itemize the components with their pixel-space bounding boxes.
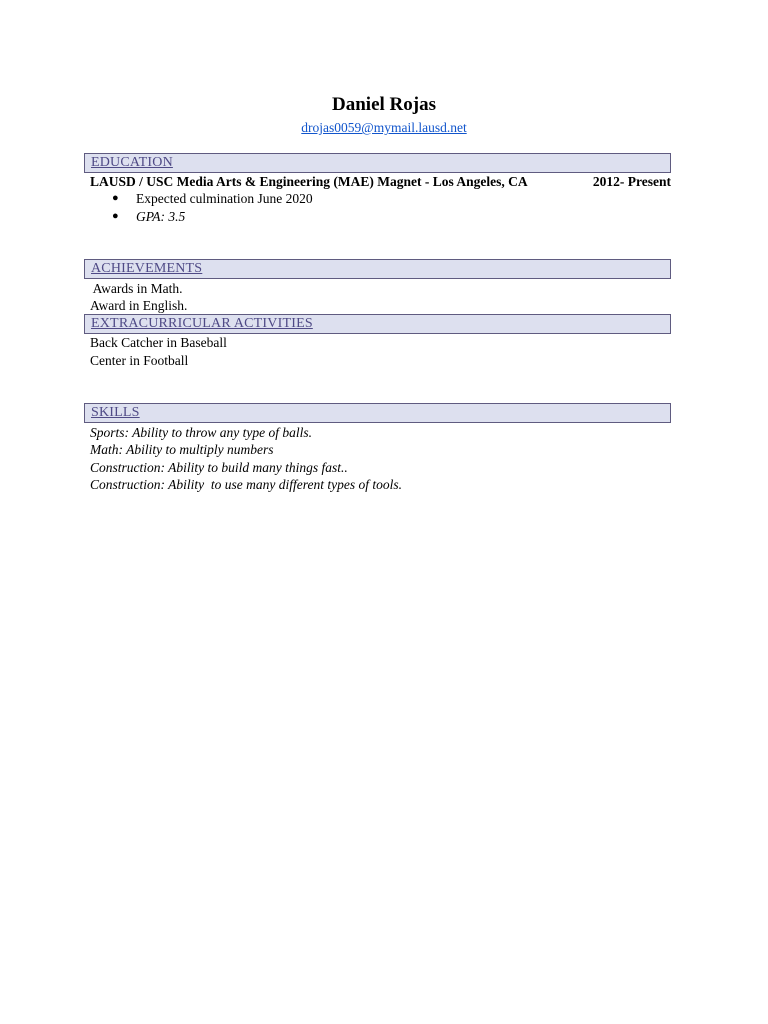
extracurricular-item: Back Catcher in Baseball xyxy=(90,335,227,350)
skill-item: Construction: Ability to use many different types of tools. xyxy=(90,477,402,492)
education-dates: 2012- Present xyxy=(592,174,671,189)
achievement-item: Awards in Math. xyxy=(90,281,183,296)
achievement-item: Award in English. xyxy=(90,298,188,313)
extracurricular-section-title: EXTRACURRICULAR ACTIVITIES xyxy=(91,316,313,331)
achievements-section-header xyxy=(84,259,671,279)
skill-item: Sports: Ability to throw any type of balls. xyxy=(90,425,312,440)
skills-section-header xyxy=(84,403,671,423)
achievements-section-title: ACHIEVEMENTS xyxy=(91,261,203,276)
bullet-icon: ● xyxy=(112,192,119,204)
education-bullet-text: GPA: 3.5 xyxy=(136,209,186,224)
skill-item: Construction: Ability to build many things fast.. xyxy=(90,460,348,475)
bullet-icon: ● xyxy=(112,210,119,222)
education-bullet-text: Expected culmination June 2020 xyxy=(136,191,313,206)
extracurricular-section-header xyxy=(84,314,671,334)
extracurricular-item: Center in Football xyxy=(90,353,189,368)
skill-item: Math: Ability to multiply numbers xyxy=(90,442,274,457)
email-link[interactable]: drojas0059@mymail.lausd.net xyxy=(301,120,467,135)
education-section-title: EDUCATION xyxy=(91,155,173,170)
education-section-header xyxy=(84,153,671,173)
skills-section-title: SKILLS xyxy=(91,405,140,420)
resume-name: Daniel Rojas xyxy=(332,94,436,115)
education-school: LAUSD / USC Media Arts & Engineering (MAE) Magnet - Los Angeles, CA xyxy=(90,174,528,189)
